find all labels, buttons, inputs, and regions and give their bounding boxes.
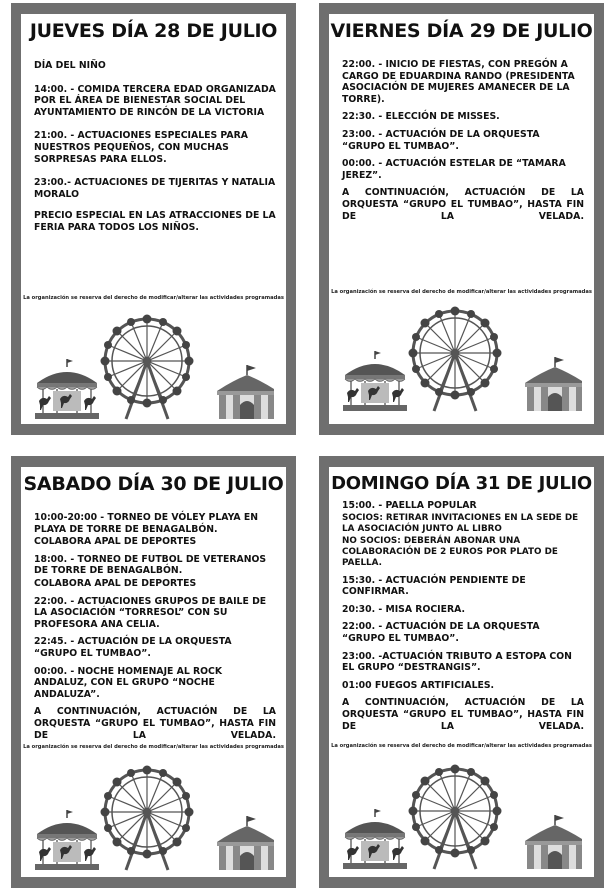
list-item: 14:00. - COMIDA TERCERA EDAD ORGANIZADA POR EL ÁREA DE BIENESTAR SOCIAL DEL AYUNTAMIENTO DE RINCÓN DE LA VICTORIA [34,83,276,118]
list-item: 23:00. - ACTUACIÓN DE LA ORQUESTA “GRUPO EL TUMBAO”. [342,128,540,152]
list-item: A CONTINUACIÓN, ACTUACIÓN DE LA ORQUESTA “GRUPO EL TUMBAO”, HASTA FIN DE LA VELADA. [342,187,584,222]
list-item: COLABORA APAL DE DEPORTES [34,536,197,548]
fair-illustration [337,759,582,871]
disclaimer: La organización se reserva del derecho de modificar/alterar las actividades programadas [331,743,592,749]
list-item: 10:00-20:00 - TORNEO DE VÓLEY PLAYA EN PLAYA DE TORRE DE BENAGALBÓN. [34,512,258,535]
list-item: 18:00. - TORNEO DE FUTBOL DE VETERANOS DE TORRE DE BENAGALBÓN. [34,553,267,577]
poster-sunday [319,456,604,888]
poster-friday [319,3,604,435]
list-item: 01:00 FUEGOS ARTIFICIALES. [342,679,495,691]
list-item: 15:00. - PAELLA POPULAR [342,500,477,511]
fair-illustration [29,760,274,872]
list-item: 23:00.- ACTUACIONES DE TIJERITAS Y NATALIA MORALO [34,177,276,200]
list-item: 15:30. - ACTUACIÓN PENDIENTE DE CONFIRMAR. [342,574,526,598]
list-item: COLABORA APAL DE DEPORTES [34,577,197,589]
list-item: 22:45. - ACTUACIÓN DE LA ORQUESTA “GRUPO EL TUMBAO”. [34,636,232,659]
list-item: 00:00. - ACTUACIÓN ESTELAR DE “TAMARA JEREZ”. [342,158,566,181]
list-item: 22:30. - ELECCIÓN DE MISSES. [342,111,500,123]
list-item: A CONTINUACIÓN, ACTUACIÓN DE LA ORQUESTA “GRUPO EL TUMBAO”, HASTA FIN DE LA VELADA. [34,706,276,741]
list-item: NO SOCIOS: DEBERÁN ABONAR UNA COLABORACIÓN DE 2 EUROS POR PLATO DE PAELLA. [342,535,558,568]
poster-body [34,512,276,747]
poster-title: JUEVES DÍA 28 DE JULIO [29,20,278,42]
list-item: A CONTINUACIÓN, ACTUACIÓN DE LA ORQUESTA “GRUPO EL TUMBAO”, HASTA FIN DE LA VELADA. [342,697,584,732]
list-item: 00:00. - NOCHE HOMENAJE AL ROCK ANDALUZ, CON EL GRUPO “NOCHE ANDALUZA”. [34,665,223,700]
poster-body [342,59,584,228]
fair-illustration [29,309,274,421]
list-item: 23:00. -ACTUACIÓN TRIBUTO A ESTOPA CON EL GRUPO “DESTRANGIS”. [342,650,572,674]
poster-title: SABADO DÍA 30 DE JULIO [23,473,284,495]
disclaimer: La organización se reserva del derecho de modificar/alterar las actividades programadas [23,744,284,750]
disclaimer: La organización se reserva del derecho de modificar/alterar las actividades programadas [23,295,284,301]
poster-saturday [11,456,296,888]
list-item: DÍA DEL NIÑO [34,60,106,71]
list-item: 22:00. - INICIO DE FIESTAS, CON PREGÓN A CARGO DE EDUARDINA RANDO (PRESIDENTA ASOCIACIÓN DE MUJERES AMANECER DE LA TORRE). [342,59,575,105]
poster-thursday [11,3,296,435]
list-item: 22:00. - ACTUACIONES GRUPOS DE BAILE DE LA ASOCIACIÓN “TORRESOL” CON SU PROFESORA ANA CELIA. [34,595,267,630]
poster-body [34,60,276,240]
list-item: SOCIOS: RETIRAR INVITACIONES EN LA SEDE DE LA ASOCIACIÓN JUNTO AL LIBRO [342,512,579,534]
fair-illustration [337,301,582,413]
poster-title: DOMINGO DÍA 31 DE JULIO [331,473,592,494]
list-item: 21:00. - ACTUACIONES ESPECIALES PARA NUESTROS PEQUEÑOS, CON MUCHAS SORPRESAS PARA ELLOS. [34,130,248,165]
list-item: 22:00. - ACTUACIÓN DE LA ORQUESTA “GRUPO EL TUMBAO”. [342,621,540,644]
list-item: 20:30. - MISA ROCIERA. [342,603,466,615]
list-item: PRECIO ESPECIAL EN LAS ATRACCIONES DE LA FERIA PARA TODOS LOS NIÑOS. [34,210,276,233]
poster-title: VIERNES DÍA 29 DE JULIO [330,20,593,42]
poster-body [342,500,584,738]
disclaimer: La organización se reserva del derecho de modificar/alterar las actividades programadas [331,289,592,295]
